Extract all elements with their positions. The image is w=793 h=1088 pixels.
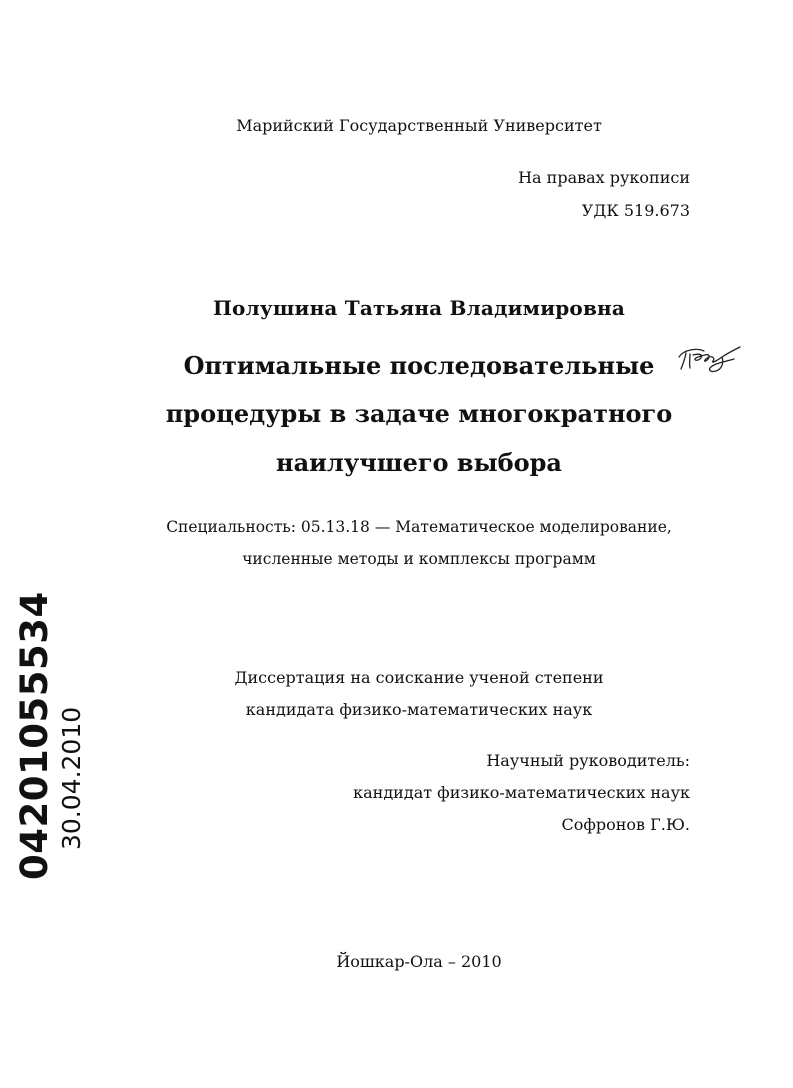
title-line-2: процедуры в задаче многократного [165, 399, 673, 428]
university-name: Марийский Государственный Университет [236, 116, 602, 135]
title-line-3: наилучшего выбора [276, 448, 562, 477]
supervisor-name: Софронов Г.Ю. [561, 815, 690, 834]
supervisor-label: Научный руководитель: [486, 751, 690, 770]
stamp-number: 04201055534 [13, 591, 56, 880]
udc-code: УДК 519.673 [581, 201, 690, 220]
title-line-1: Оптимальные последовательные [183, 351, 655, 380]
author-name: Полушина Татьяна Владимировна [212, 296, 626, 320]
degree-line-2: кандидата физико-математических наук [245, 700, 593, 719]
rights-note: На правах рукописи [518, 168, 690, 187]
city-year: Йошкар-Ола – 2010 [336, 952, 502, 971]
signature-icon [676, 345, 746, 375]
specialty-line-1: Специальность: 05.13.18 — Математическое моделирование, [166, 518, 672, 536]
supervisor-degree: кандидат физико-математических наук [353, 783, 690, 802]
library-stamp [13, 591, 86, 880]
degree-line-1: Диссертация на соискание ученой степени [234, 668, 604, 687]
stamp-date: 30.04.2010 [57, 706, 86, 850]
specialty-line-2: численные методы и комплексы программ [242, 550, 596, 568]
